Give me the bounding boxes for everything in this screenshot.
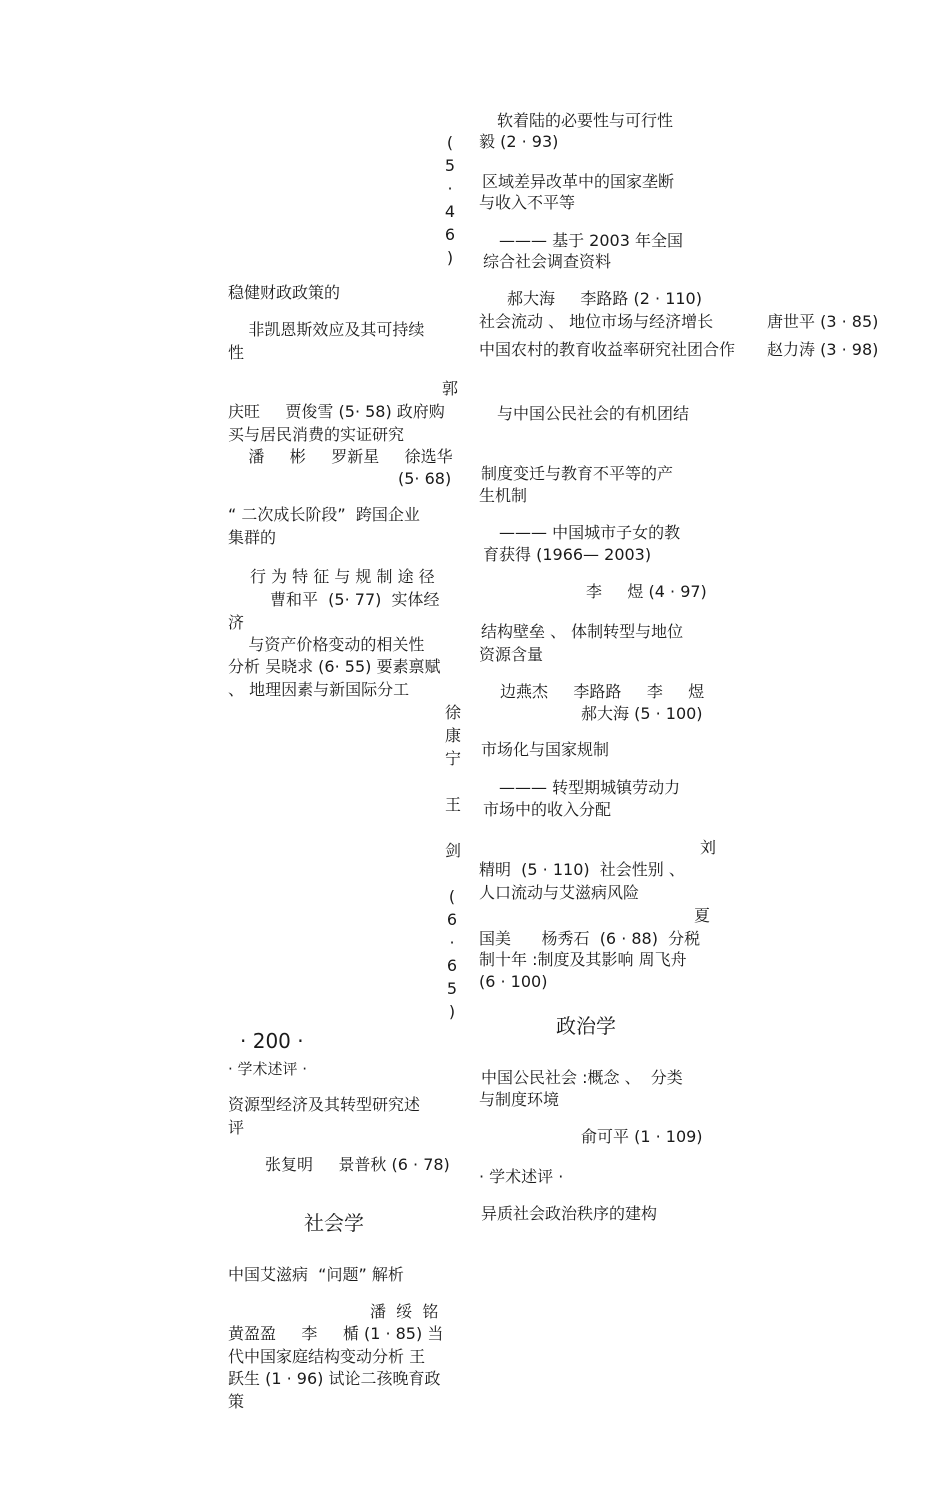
toc-line: 俞可平 (1 · 109) — [581, 1127, 703, 1146]
page-number: · 200 · — [240, 1029, 304, 1053]
toc-line: 黄盈盈 李 楯 (1 · 85) 当 — [228, 1324, 444, 1343]
toc-line: 策 — [228, 1392, 245, 1411]
toc-line: 制十年 :制度及其影响 周飞舟 — [479, 950, 687, 969]
toc-line: · 学术述评 · — [479, 1167, 564, 1186]
toc-line: “ 二次成长阶段” 跨国企业 — [228, 505, 420, 524]
ref-char: 4 — [444, 202, 456, 221]
toc-line: 综合社会调查资料 — [483, 252, 612, 271]
toc-line: 刘 — [700, 838, 717, 857]
section-heading-political-science: 政治学 — [556, 1014, 616, 1038]
name-char: ) — [448, 1002, 456, 1021]
name-char: 王 — [445, 795, 462, 814]
toc-line: 结构壁垒 、 体制转型与地位 — [481, 622, 684, 641]
ref-char: ) — [446, 248, 454, 267]
name-char: 宁 — [445, 749, 462, 768]
toc-line: 人口流动与艾滋病风险 — [479, 883, 640, 902]
toc-line: 曹和平 (5· 77) 实体经 — [270, 590, 440, 609]
toc-line: (5· 68) — [398, 469, 452, 488]
toc-line: 性 — [228, 343, 245, 362]
name-char: 剑 — [445, 841, 462, 860]
toc-line: 郭 — [442, 379, 459, 398]
toc-line: 稳健财政政策的 — [228, 283, 341, 302]
toc-line: 行 为 特 征 与 规 制 途 径 — [250, 567, 435, 586]
toc-line: 异质社会政治秩序的建构 — [481, 1204, 658, 1223]
toc-line: 与资产价格变动的相关性 — [228, 635, 425, 654]
spacer — [445, 770, 459, 793]
toc-line: 庆旺 贾俊雪 (5· 58) 政府购 — [228, 402, 445, 421]
toc-line: 精明 (5 · 110) 社会性别 、 — [479, 860, 685, 879]
name-char: 康 — [445, 726, 462, 745]
name-char: 5 — [446, 979, 458, 998]
name-char: · — [449, 933, 455, 952]
toc-line: 非凯恩斯效应及其可持续 — [228, 320, 425, 339]
toc-line: 毅 (2 · 93) — [479, 132, 559, 151]
ref-char: 6 — [444, 225, 456, 244]
toc-line: 李 煜 (4 · 97) — [586, 582, 707, 601]
toc-line: 生机制 — [479, 486, 528, 505]
toc-line: 与收入不平等 — [479, 193, 576, 212]
toc-line: 中国艾滋病 “问题” 解析 — [228, 1265, 404, 1284]
toc-line: 资源含量 — [479, 645, 544, 664]
toc-line: 唐世平 (3 · 85) — [767, 312, 879, 331]
toc-line: 代中国家庭结构变动分析 王 — [228, 1347, 426, 1366]
ref-char: 5 — [444, 156, 456, 175]
name-char: 徐 — [445, 703, 462, 722]
toc-line: 国美 杨秀石 (6 · 88) 分税 — [479, 929, 701, 948]
toc-line: 济 — [228, 613, 245, 632]
toc-line: 市场化与国家规制 — [481, 740, 610, 759]
toc-line: 集群的 — [228, 528, 277, 547]
toc-line: 中国公民社会 :概念 、 分类 — [481, 1068, 683, 1087]
toc-line: (6 · 100) — [479, 972, 548, 991]
toc-line: 跃生 (1 · 96) 试论二孩晚育政 — [228, 1369, 441, 1388]
toc-line: ——— 基于 2003 年全国 — [499, 231, 683, 250]
toc-line: 区域差异改革中的国家垄断 — [482, 172, 675, 191]
toc-line: 郝大海 (5 · 100) — [581, 704, 703, 723]
toc-line: 郝大海 李路路 (2 · 110) — [507, 289, 702, 308]
ref-char: ( — [446, 133, 454, 152]
name-char: 6 — [446, 956, 458, 975]
toc-line: 评 — [228, 1118, 245, 1137]
vertical-ref-5-46 — [443, 131, 457, 269]
toc-line: 夏 — [694, 906, 711, 925]
name-char: 6 — [446, 910, 458, 929]
review-label: · 学术述评 · — [228, 1060, 308, 1078]
toc-line: 与制度环境 — [479, 1090, 560, 1109]
name-char: ( — [448, 887, 456, 906]
toc-line: 买与居民消费的实证研究 — [228, 425, 405, 444]
vertical-author-names — [445, 701, 462, 1023]
toc-line: 潘 彬 罗新星 徐选华 — [228, 447, 453, 466]
toc-line: 市场中的收入分配 — [483, 800, 612, 819]
toc-line: 张复明 景普秋 (6 · 78) — [265, 1155, 450, 1174]
ref-char: · — [447, 179, 453, 198]
toc-line: 中国农村的教育收益率研究社团合作 — [479, 340, 736, 359]
toc-line: ——— 中国城市子女的教 — [499, 523, 681, 542]
toc-line: 潘 绥 铭 — [370, 1302, 439, 1321]
toc-line: 社会流动 、 地位市场与经济增长 — [479, 312, 714, 331]
section-heading-sociology: 社会学 — [304, 1211, 364, 1235]
toc-line: 软着陆的必要性与可行性 — [497, 111, 674, 130]
spacer — [445, 862, 459, 885]
toc-line: 边燕杰 李路路 李 煜 — [500, 682, 705, 701]
toc-line: 、 地理因素与新国际分工 — [228, 680, 410, 699]
toc-line: 制度变迁与教育不平等的产 — [481, 464, 674, 483]
toc-line: 与中国公民社会的有机团结 — [497, 404, 690, 423]
toc-line: 赵力涛 (3 · 98) — [767, 340, 879, 359]
toc-line: 育获得 (1966— 2003) — [483, 545, 652, 564]
toc-line: ——— 转型期城镇劳动力 — [499, 778, 681, 797]
toc-line: 资源型经济及其转型研究述 — [228, 1095, 421, 1114]
toc-line: 分析 吴晓求 (6· 55) 要素禀赋 — [228, 657, 441, 676]
spacer — [445, 816, 459, 839]
